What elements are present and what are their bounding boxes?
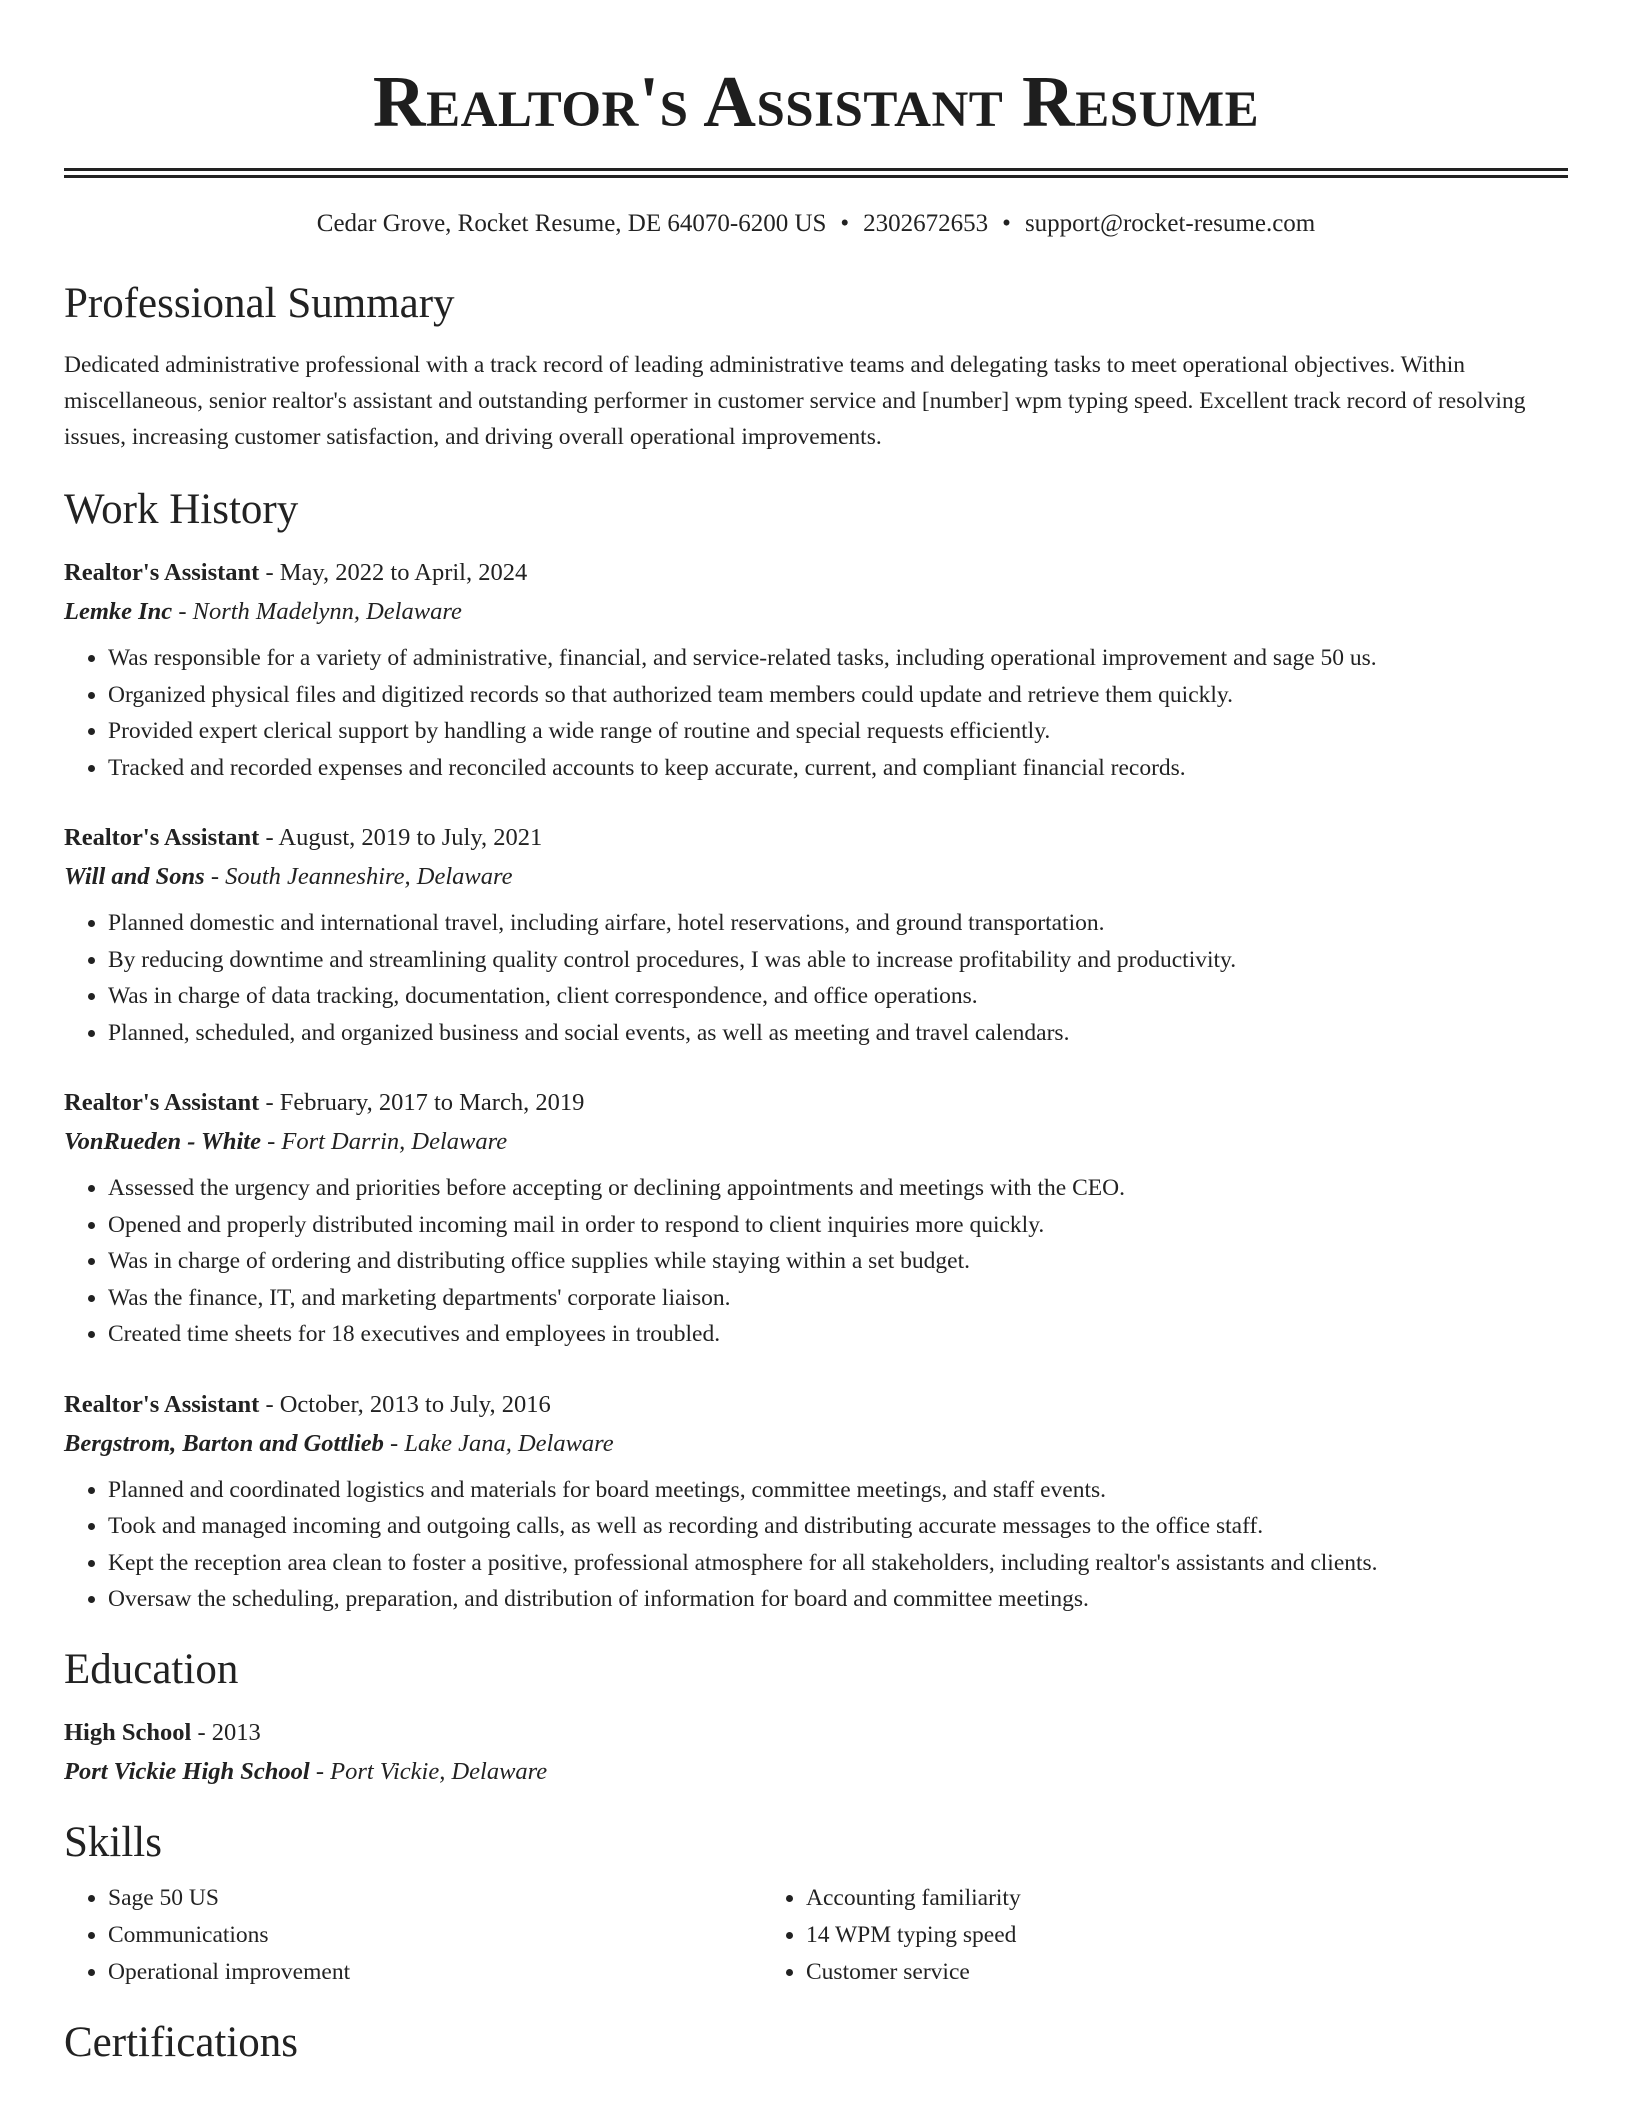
job-bullet: • Was the finance, IT, and marketing departments' corporate liaison.	[108, 1280, 1568, 1317]
contact-separator: •	[1002, 210, 1011, 237]
skills-column-left	[64, 1880, 762, 1991]
job-bullet: • Was in charge of data tracking, documentation, client correspondence, and office operations.	[108, 978, 1568, 1015]
skill-item: • Customer service	[806, 1954, 1460, 1991]
job-title-line	[64, 1385, 1568, 1424]
job-company: VonRueden - White	[64, 1128, 261, 1155]
job-dates: - August, 2019 to July, 2021	[259, 824, 543, 851]
job-company: Will and Sons	[64, 863, 205, 890]
education-year: - 2013	[191, 1718, 261, 1746]
job-location: - Lake Jana, Delaware	[383, 1429, 614, 1457]
job-dates: - February, 2017 to March, 2019	[259, 1089, 585, 1116]
job-company-line	[64, 857, 1568, 896]
skills-list	[64, 1880, 1568, 1991]
job-entry	[64, 553, 1568, 786]
job-bullets	[64, 905, 1568, 1051]
job-bullet: • Created time sheets for 18 executives and employees in troubled.	[108, 1316, 1568, 1353]
job-title: Realtor's Assistant	[64, 559, 260, 586]
job-location: - North Madelynn, Delaware	[172, 598, 462, 625]
job-bullets	[64, 1472, 1568, 1618]
job-company: Bergstrom, Barton and Gottlieb	[64, 1429, 384, 1457]
job-bullet: • Planned domestic and international travel, including airfare, hotel reservations, and ground transportation.	[108, 905, 1568, 942]
job-location: - Fort Darrin, Delaware	[260, 1128, 508, 1155]
education-school-line	[64, 1752, 1568, 1791]
title-double-rule	[64, 168, 1568, 178]
job-bullet: • Planned and coordinated logistics and materials for board meetings, committee meetings, and staff events.	[108, 1472, 1568, 1509]
job-bullet: • Took and managed incoming and outgoing calls, as well as recording and distributing accurate messages to the office staff.	[108, 1508, 1568, 1545]
job-dates: - May, 2022 to April, 2024	[259, 559, 528, 586]
job-bullet: • Oversaw the scheduling, preparation, and distribution of information for board and committee meetings.	[108, 1581, 1568, 1618]
job-title: Realtor's Assistant	[64, 1089, 260, 1116]
job-bullet: • Tracked and recorded expenses and reconciled accounts to keep accurate, current, and compliant financial records.	[108, 750, 1568, 787]
contact-separator: •	[840, 210, 850, 237]
contact-address: Cedar Grove, Rocket Resume, DE 64070-6200 US	[316, 210, 827, 237]
job-bullet: • By reducing downtime and streamlining quality control procedures, I was able to increase profitability and productivity.	[108, 942, 1568, 979]
job-bullet: • Was in charge of ordering and distributing office supplies while staying within a set budget.	[108, 1243, 1568, 1280]
certifications-heading: Certifications	[64, 2018, 299, 2066]
summary-text: Dedicated administrative professional with a track record of leading administrative teams and delegating tasks to meet operational objectives. Within miscellaneous, senior realtor's assistant and outstanding performer in customer service and [number] wpm typing speed. Excellent track record of resolving issues, increasing customer satisfaction, and driving overall operational improvements.	[64, 352, 1526, 450]
job-bullet: • Kept the reception area clean to foster a positive, professional atmosphere for all stakeholders, including realtor's assistants and clients.	[108, 1545, 1568, 1582]
skill-item: • Communications	[108, 1917, 762, 1954]
job-bullet: • Provided expert clerical support by handling a wide range of routine and special requests efficiently.	[108, 713, 1568, 750]
skill-item: • Sage 50 US	[108, 1880, 762, 1917]
job-company-line	[64, 592, 1568, 631]
job-dates: - October, 2013 to July, 2016	[259, 1390, 551, 1418]
job-company: Lemke Inc	[64, 598, 173, 625]
education-degree-line	[64, 1713, 1568, 1752]
job-bullets	[64, 1170, 1568, 1353]
job-bullet: • Was responsible for a variety of administrative, financial, and service-related tasks, including operational improvement and sage 50 us.	[108, 640, 1568, 677]
education-degree: High School	[64, 1718, 192, 1746]
job-bullet: • Assessed the urgency and priorities before accepting or declining appointments and meetings with the CEO.	[108, 1170, 1568, 1207]
contact-line	[64, 209, 1568, 239]
job-location: - South Jeanneshire, Delaware	[204, 863, 513, 890]
job-bullet: • Opened and properly distributed incoming mail in order to respond to client inquiries more quickly.	[108, 1207, 1568, 1244]
job-title: Realtor's Assistant	[64, 1390, 260, 1418]
job-title: Realtor's Assistant	[64, 824, 260, 851]
education-location: - Port Vickie, Delaware	[309, 1757, 548, 1785]
education-entry	[64, 1713, 1568, 1791]
job-bullet: • Planned, scheduled, and organized business and social events, as well as meeting and travel calendars.	[108, 1015, 1568, 1052]
skill-item: • Accounting familiarity	[806, 1880, 1460, 1917]
work-history-heading: Work History	[64, 486, 299, 533]
job-bullets	[64, 640, 1568, 786]
skill-item: • Operational improvement	[108, 1954, 762, 1991]
skill-item: • 14 WPM typing speed	[806, 1917, 1460, 1954]
summary-heading: Professional Summary	[64, 280, 455, 327]
skills-heading: Skills	[64, 1818, 162, 1866]
job-bullet: • Organized physical files and digitized records so that authorized team members could update and retrieve them quickly.	[108, 677, 1568, 714]
job-title-line	[64, 1083, 1568, 1122]
education-heading: Education	[64, 1645, 239, 1693]
job-entry	[64, 818, 1568, 1051]
job-entry	[64, 1385, 1568, 1618]
job-company-line	[64, 1424, 1568, 1463]
education-school: Port Vickie High School	[64, 1757, 310, 1785]
resume-title: Realtor's Assistant Resume	[372, 61, 1260, 142]
skills-column-right	[762, 1880, 1460, 1991]
job-company-line	[64, 1122, 1568, 1161]
contact-email: support@rocket-resume.com	[1024, 210, 1316, 237]
job-title-line	[64, 553, 1568, 592]
job-entry	[64, 1083, 1568, 1353]
contact-phone: 2302672653	[863, 210, 989, 237]
job-title-line	[64, 818, 1568, 857]
